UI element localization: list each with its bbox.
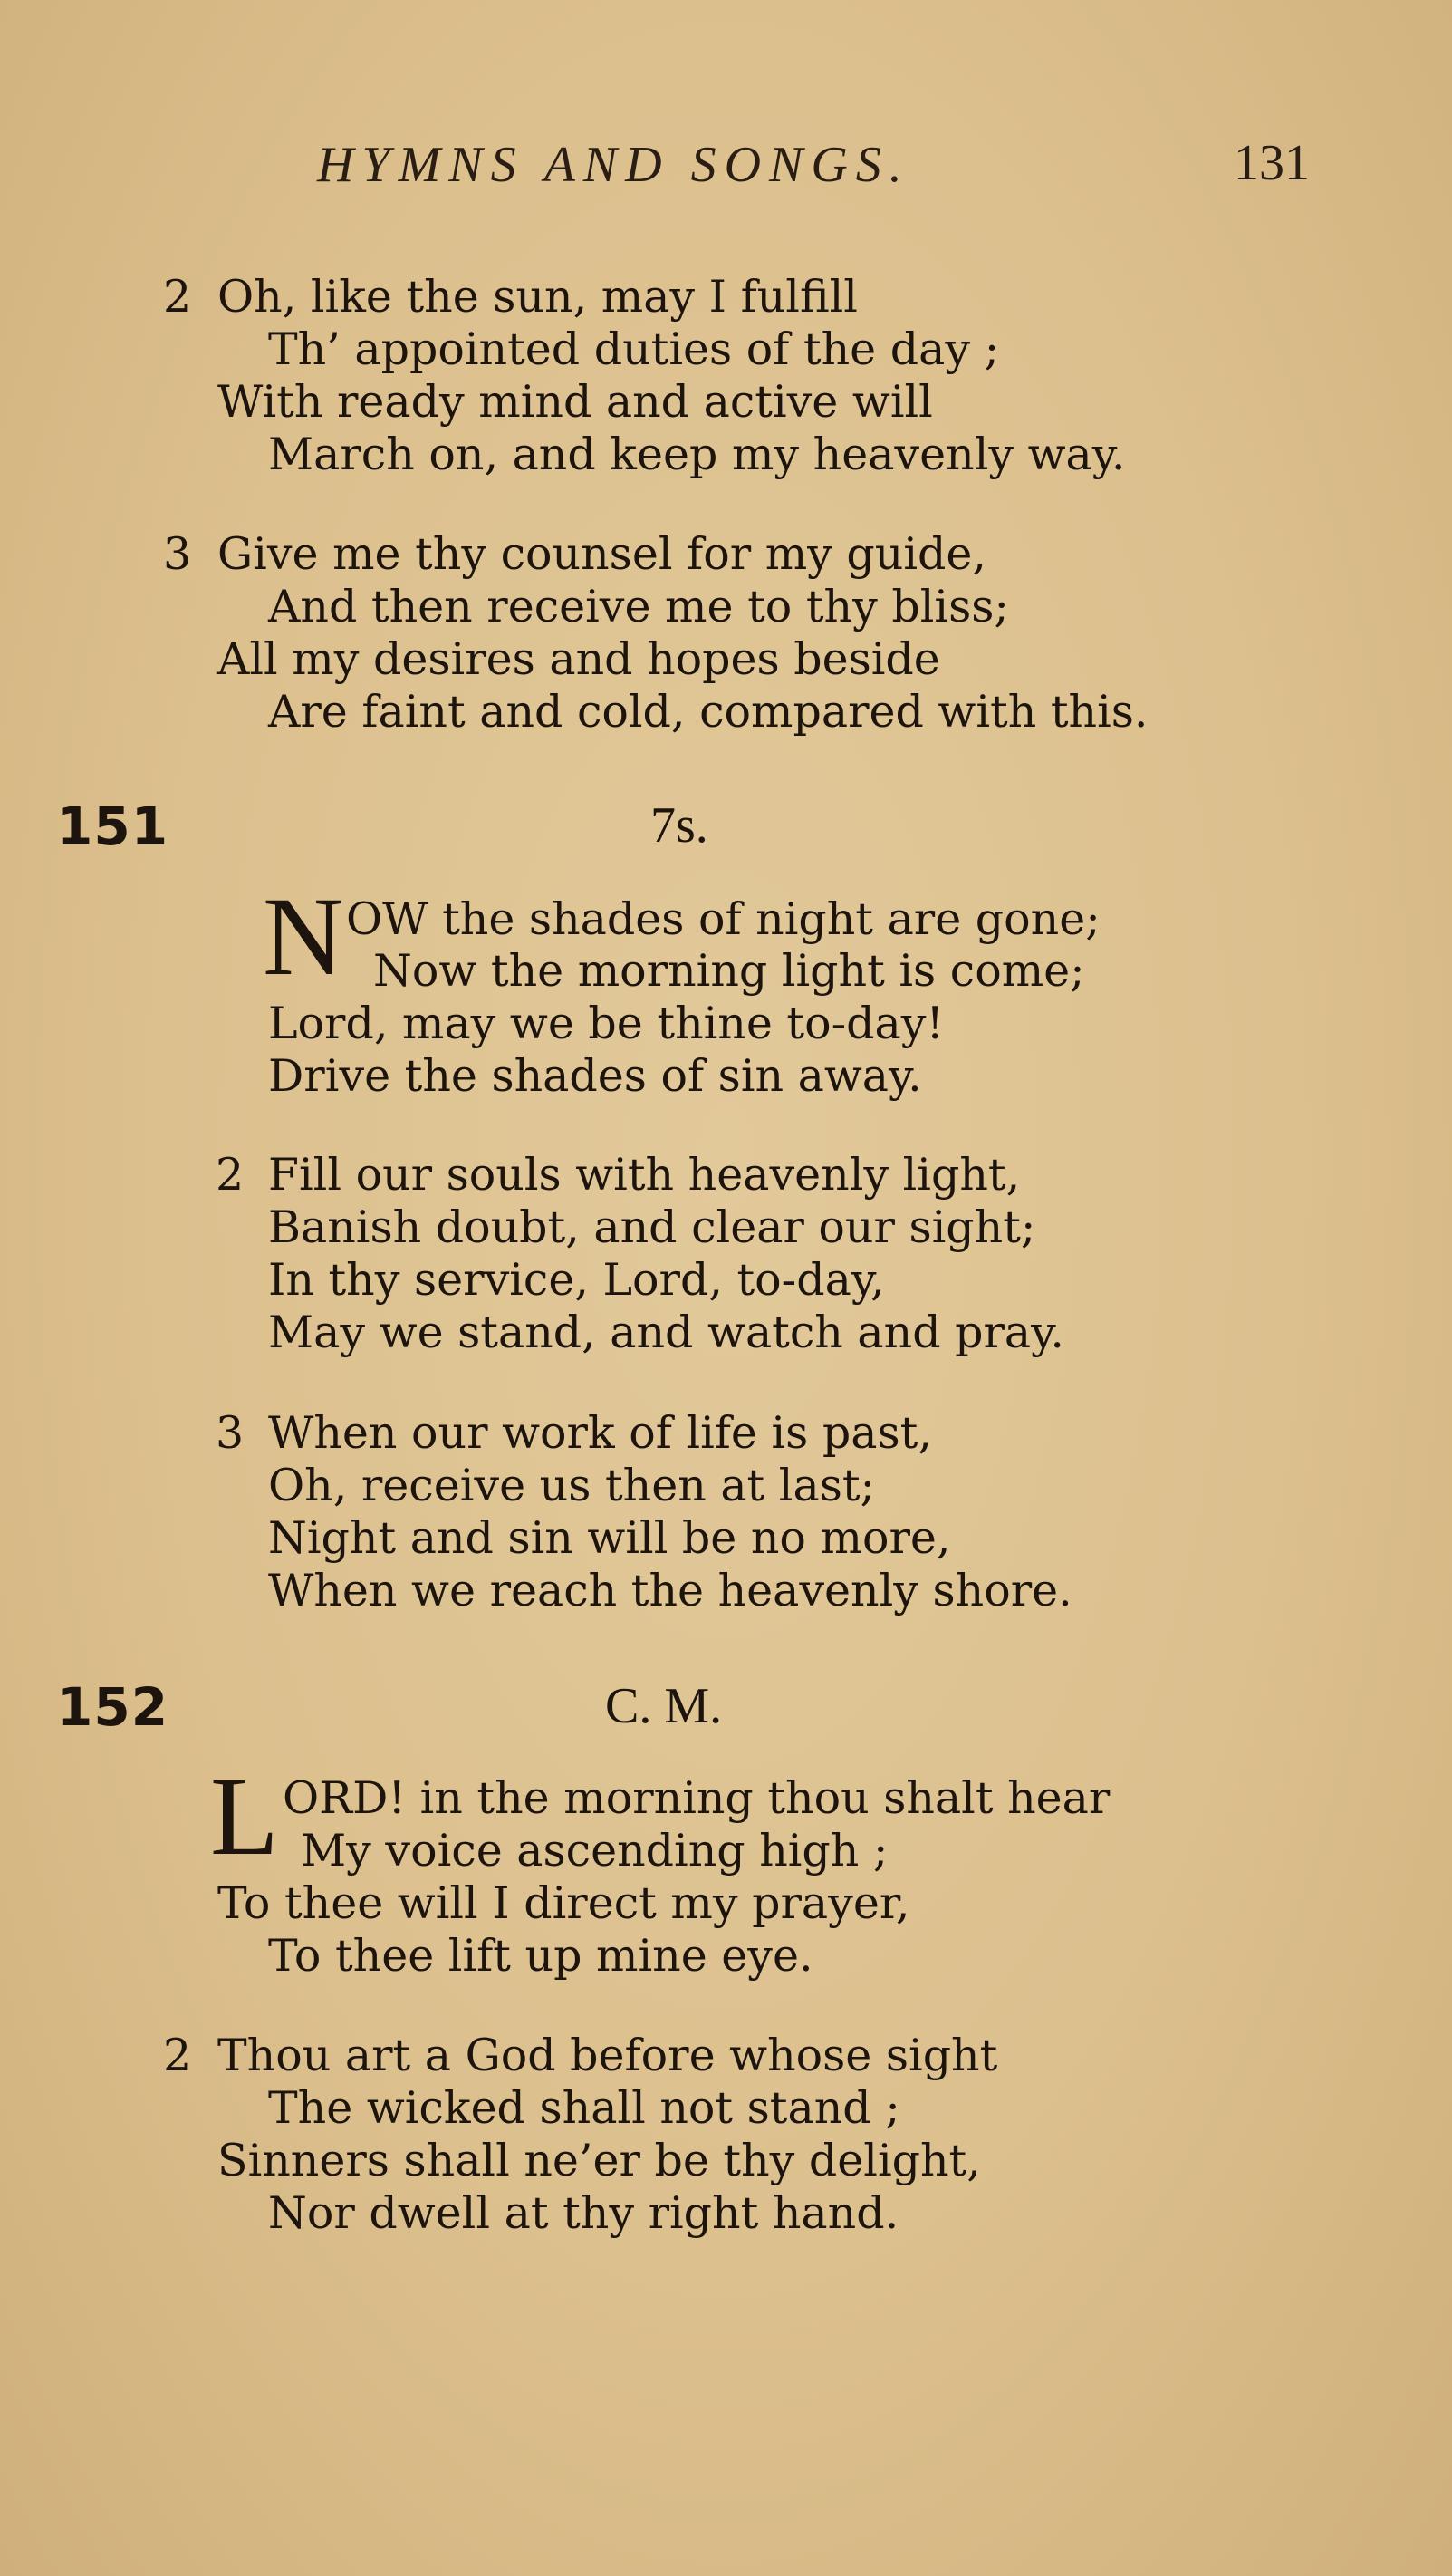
hymn-number: 152 <box>56 1676 169 1738</box>
verse-line: Banish doubt, and clear our sight; <box>268 1201 1036 1253</box>
verse-line: Nor dwell at thy right hand. <box>268 2187 899 2239</box>
running-header-title: HYMNS AND SONGS. <box>317 137 910 193</box>
verse-line: Fill our souls with heavenly light, <box>268 1149 1021 1201</box>
verse-line: And then receive me to thy bliss; <box>268 581 1009 632</box>
stanza-number: 3 <box>216 1407 245 1459</box>
verse-line: All my desires and hopes beside <box>217 633 940 685</box>
drop-cap: L <box>210 1754 279 1878</box>
verse-line: In thy service, Lord, to-day, <box>268 1254 885 1306</box>
verse-line: Thou art a God before whose sight <box>217 2030 998 2081</box>
verse-line: Sinners shall ne’er be thy delight, <box>217 2135 981 2186</box>
hymn-meter: C. M. <box>605 1678 723 1734</box>
verse-line: With ready mind and active will <box>217 376 933 428</box>
verse-line: The wicked shall not stand ; <box>268 2082 900 2134</box>
hymn-meter: 7s. <box>650 797 708 854</box>
stanza-number: 3 <box>163 528 192 580</box>
hymn-number: 151 <box>56 796 169 857</box>
stanza-number: 2 <box>216 1149 245 1201</box>
drop-cap: N <box>263 874 344 999</box>
verse-line: Drive the shades of sin away. <box>268 1050 922 1102</box>
verse-line: Lord, may we be thine to-day! <box>268 998 945 1049</box>
stanza-number: 2 <box>163 271 192 323</box>
verse-line: Oh, like the sun, may I fulfill <box>217 271 858 323</box>
verse-line: When our work of life is past, <box>268 1407 932 1459</box>
verse-line: Oh, receive us then at last; <box>268 1460 876 1511</box>
verse-line: ORD! in the morning thou shalt hear <box>283 1772 1111 1824</box>
verse-line: May we stand, and watch and pray. <box>268 1307 1064 1358</box>
verse-line: Give me thy counsel for my guide, <box>217 528 986 580</box>
verse-line: Now the morning light is come; <box>373 945 1085 997</box>
verse-line: Th’ appointed duties of the day ; <box>268 323 1000 375</box>
verse-line: My voice ascending high ; <box>301 1825 889 1877</box>
verse-line: Are faint and cold, compared with this. <box>268 686 1149 738</box>
verse-line: When we reach the heavenly shore. <box>268 1565 1072 1616</box>
verse-line: Night and sin will be no more, <box>268 1512 951 1564</box>
page-number: 131 <box>1234 135 1310 191</box>
verse-line: To thee lift up mine eye. <box>268 1930 813 1982</box>
verse-line: OW the shades of night are gone; <box>346 893 1101 945</box>
stanza-number: 2 <box>163 2030 192 2081</box>
verse-line: To thee will I direct my prayer, <box>217 1877 910 1929</box>
verse-line: March on, and keep my heavenly way. <box>268 429 1126 480</box>
